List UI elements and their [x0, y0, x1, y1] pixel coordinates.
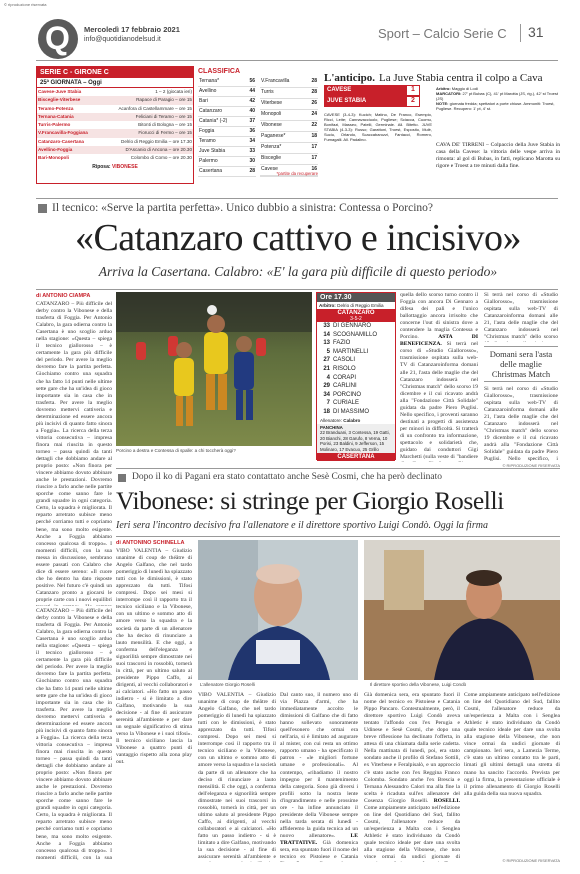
- result-match: Cavese-Juve Stabia: [38, 89, 82, 94]
- anticipo-headline: La Juve Stabia centra il colpo a Cava: [379, 72, 543, 84]
- standings-row: [260, 98, 318, 109]
- standings-row: [198, 167, 256, 177]
- standings-team: Catania* (-2): [199, 118, 228, 124]
- rest-line: Riposa: VIBONESE: [92, 163, 138, 170]
- standings-points: 44: [249, 88, 255, 94]
- player-name: CARLINI: [333, 383, 357, 390]
- lineup-player: [320, 339, 392, 348]
- lineup-player: [320, 408, 392, 417]
- results-box: [36, 66, 194, 184]
- player-number: 33: [323, 323, 330, 329]
- lineup-player: [320, 374, 392, 383]
- match-referee: Arbitro: Delrio di Reggio Emilia: [319, 303, 384, 308]
- team2-score: 2: [406, 96, 420, 107]
- article1-kicker: Il tecnico: «Serve la partita perfetta». Unico dubbio a sinistra: Contessa o Porcino?: [52, 202, 433, 214]
- divider-2: [116, 468, 560, 469]
- result-row: [37, 129, 193, 137]
- standings-points: 17: [311, 155, 317, 162]
- result-match: Teramo-Potenza: [38, 105, 74, 111]
- standings-right: [260, 77, 318, 177]
- result-info: Rapace di Paragio – ore 15: [136, 97, 192, 103]
- lineup-player: [320, 391, 392, 400]
- result-match: Ternana-Catania: [38, 113, 74, 119]
- page-number: 31: [528, 24, 544, 40]
- player-number: 4: [326, 374, 330, 381]
- standings-row: [198, 147, 256, 157]
- article2-copyright: © RIPRODUZIONE RISERVATA: [502, 858, 560, 863]
- standings-team: Foggia: [199, 128, 215, 134]
- results-table: [37, 88, 193, 163]
- article2-byline: di ANTONINO SCHINELLA: [116, 540, 185, 546]
- copyright-note: © riproduzione riservata: [4, 2, 47, 7]
- logo-circle: [38, 19, 78, 59]
- article1-copyright: © RIPRODUZIONE RISERVATA: [502, 463, 560, 468]
- lineup-player: [320, 365, 392, 374]
- standings-team: Paganese*: [261, 133, 286, 140]
- result-match: Catanzaro-Casertana: [38, 138, 84, 144]
- lineup-player: [320, 322, 392, 331]
- team1-name: CAVESE: [327, 87, 352, 93]
- player-number: 13: [323, 340, 330, 347]
- result-info: Colombo di Como – ore 20.30: [130, 155, 192, 161]
- kicker2-square-icon: [118, 474, 126, 482]
- team2-label: CASERTANA: [317, 453, 395, 461]
- result-match: Avellino-Foggia: [38, 147, 73, 153]
- standings-team: Ternana*: [199, 78, 220, 84]
- roselli-caption: L'allenatore Giorgio Roselli: [200, 682, 255, 687]
- standings-team: Cavese: [261, 166, 278, 173]
- player-name: SCOGNAMILLO: [333, 331, 378, 338]
- player-name: PORCINO: [333, 391, 362, 398]
- standings-row: [260, 120, 318, 131]
- result-match: Bisceglie-Viterbese: [38, 97, 81, 103]
- standings-team: Bari: [199, 98, 208, 104]
- results-header: SERIE C - GIRONE C: [37, 67, 193, 78]
- lineup-player: [320, 382, 392, 391]
- article2-headline: Vibonese: si stringe per Giorgio Roselli: [116, 486, 504, 515]
- player-number: 21: [323, 365, 330, 372]
- player-name: DI GENNARO: [333, 323, 372, 329]
- kicker-square-icon: [38, 204, 47, 213]
- condo-caption: Il direttore sportivo della Vibonese, Luigi Condò: [370, 682, 467, 687]
- result-row: [37, 138, 193, 146]
- player-name: CORAPI: [333, 374, 357, 381]
- standings-row: [260, 153, 318, 164]
- team2-name: JUVE STABIA: [327, 98, 367, 104]
- player-name: CURIALE: [333, 400, 360, 407]
- result-info: Bitonti di Bologna – ore 15: [138, 122, 192, 128]
- article2-subhead: Ieri sera l'incontro decisivo fra l'allenatore e il direttore sportivo Luigi Condò. Oggi la firma: [116, 520, 488, 531]
- result-match: Turris-Palermo: [38, 122, 71, 128]
- standings-team: Palermo: [199, 158, 218, 164]
- roselli-photo: [198, 540, 358, 680]
- result-row: [37, 105, 193, 113]
- article1-byline: di ANTONIO CIAMPA: [36, 293, 91, 299]
- bench: PANCHINA 22 Branduani, 3 Contessa, 19 Gatti, 20 Bianchi, 28 Garufo, 8 Verna, 10 Porisi, 23 Baldini, 9 Jefferson, 15 Molinaro, 17 Evacuo, 25 Grillo: [317, 424, 395, 454]
- standings-row: [198, 157, 256, 167]
- player-number: 29: [323, 383, 330, 390]
- email: info@quotidianodelsud.it: [84, 36, 161, 43]
- result-row: [37, 121, 193, 129]
- standings-team: Juve Stabia: [199, 148, 226, 154]
- player-name: RISOLO: [333, 365, 356, 372]
- standings-row: [198, 107, 256, 117]
- article1-headline: «Catanzaro cattivo e incisivo»: [74, 217, 522, 259]
- divider-2b: [116, 536, 560, 537]
- article1-photo: [116, 292, 312, 446]
- standings-points: 22: [311, 122, 317, 129]
- standings-team: V.Francavilla: [261, 78, 290, 85]
- article2-text-col5: Come ampiamente anticipato nell'edizione on line del Quotidiano del Sud, fallito Cosmi, l'allenatore reduce da un'esperienza a Malta con i Senglea Athletic è stato individuato da Condò quale tecnico ideale per dare una svolta alla stagione della Vibonese, che non vince ormai da undici giornate di campionato. Ieri sera, a Lamezia Terme, c'è stato un ultimo contatto tra le parti, limati gli ultimi dettagli una stretta di mano ha sancito l'accordo. Prevista per oggi la firma, la presentazione ufficiale è il primo allenamento di Giorgio Roselli alla guida della sua nuova squadra.: [464, 692, 560, 797]
- divider-1: [36, 198, 558, 199]
- soccer-photo-image: [116, 292, 312, 446]
- standings-team: Vibonese: [261, 122, 282, 129]
- standings-header: CLASSIFICA: [198, 68, 240, 75]
- player-number: 7: [326, 400, 330, 407]
- anticipo-kicker: L'anticipo.: [324, 72, 376, 84]
- article1-mid-text: quella dello scorso turno contro il Foggia con ancora Di Gennaro a difesa dei pali e l'unico ballottaggio ancora irrisolto che concerne l'out di sinistra dove a contendere la maglia Contessa e Porcino. ASTA DI BENEFICENZA. Si terrà nel corso di «Studio Giallorosso», trasmissione ospitata sulla web-TV di Catanzaroinforma domani alle 21, l'asta delle maglie che del Catanzaro indosserà nel "Christmas match" dello scorso 19 dicembre e il cui ricavato andrà alla "Fondazione Città Solidale" guidata da padre Piero Puglisi. Nello specifico, i proventi saranno destinati a progetti di assistenza per minori in difficoltà. Si tratterà di un confronto tra informazione, spettacolo e solidarietà che, guidato dai conduttori Gigi Marchetti (sulla veste di "bandiere: [400, 292, 478, 461]
- player-name: DI MASSIMO: [333, 408, 370, 415]
- standings-team: Avellino: [199, 88, 217, 94]
- standings-team: Casertana: [199, 168, 223, 174]
- standings-team: Teramo: [199, 138, 216, 144]
- date: Mercoledì 17 febbraio 2021: [84, 25, 180, 34]
- result-row: [37, 146, 193, 154]
- lineup-player: [320, 348, 392, 357]
- article1-subhead: Arriva la Casertana. Calabro: «E' la gara più difficile di questo periodo»: [98, 264, 498, 279]
- coach1: Allenatore: Calabro: [320, 417, 361, 423]
- condo-photo: [364, 540, 560, 680]
- standings-box: [198, 66, 318, 184]
- standings-row: [260, 142, 318, 153]
- team1-label: CATANZARO: [317, 309, 395, 316]
- player-name: MARTINELLI: [333, 348, 369, 355]
- pullquote: Domani sera l'asta delle maglie Christmas Match: [484, 346, 558, 382]
- article1-right-text: Si terrà nel corso di «Studio Giallorosso», trasmissione ospitata sulla web-TV di Catanzaroinforma domani alle 21, l'asta delle maglie che del Catanzaro indosserà nel "Christmas match" dello scorso 19 dicembre e il cui ricavato andrà alla "Fondazione Città Solidale" guidata da padre Piero Puglisi. Nello specifico, i: [484, 386, 558, 463]
- player-number: 34: [323, 391, 330, 398]
- result-info: Fiorucci di Fermo – ore 15: [138, 130, 192, 136]
- player-number: 18: [323, 408, 330, 415]
- page-divider: [520, 24, 521, 42]
- standings-row: [198, 117, 256, 127]
- result-match: Bari-Monopoli: [38, 155, 69, 161]
- logo-icon: Q: [45, 20, 70, 56]
- result-info: 1 – 2 (giocata ieri): [155, 89, 192, 94]
- player-name: FAZIO: [333, 340, 351, 347]
- standings-row: [198, 87, 256, 97]
- standings-points: 28: [311, 78, 317, 85]
- result-row: [37, 88, 193, 96]
- standings-team: Viterbese: [261, 100, 283, 107]
- team1-module: 3-5-2: [317, 316, 395, 322]
- article2-text-col2: VIBO VALENTIA – Giudizio unanime di coup de théâtre di Angelo Galfano, che nel tardo pomeriggio di lunedì ha spiazzato tutti con le dimissioni, è stato apprezzato da tutti. Tifosi compresi. Dopo sei mesi si interrompe così il rapporto tra il tecnico siciliano e la Vibonese, con un ultimo e sommo atto di amore verso la squadra e la società da parte di un allenatore che ha deciso di rinunciare a lauto mensilità. E che oggi, a conferma dell'eleganza e signorilità sempre dimostrate nei suoi trascorsi in rossoblù, tornerà in città, per un ultimo saluto al presidente Pippo Caffo, ai dirigenti, al vecchi collaboratori e ai calciatori. «Ho fatto un passo indietro - si è limitato a dire Galfano, motivando la sua decisione - al fine di assicurare serenità all'ambiente e: [198, 692, 276, 861]
- anticipo-title: [324, 68, 560, 86]
- standings-points: 42: [249, 98, 255, 104]
- standings-row: [198, 77, 256, 87]
- standings-points: 34: [249, 138, 255, 144]
- standings-team: Monopoli: [261, 111, 282, 118]
- result-info: Feliciani di Teramo – ore 15: [135, 113, 192, 119]
- standings-row: [198, 137, 256, 147]
- section-title: Sport – Calcio Serie C: [378, 26, 507, 41]
- standings-points: 40: [249, 108, 255, 114]
- anticipo-body: CAVA DE' TIRRENI – Colpaccio della Juve Stabia in casa della Cavese: la vittoria delle vespe arriva in rimonta: al gol di Bubas, in fatti, replicano Marotta su rigore e Troest a tre minuti dalla fine.: [436, 142, 560, 169]
- article2-text-col4: Già domenica sera, era spuntato fuori il nome del tecnico ex Pistoiese e Catania Pippo Pancaro. Contestualmente, però, il direttore sportivo Luigi Condò aveva tentato l'affondo con l'ex Perugia e Udinese e Sesè Cosmi, che dopo una breve riflessione ha declinato l'offerta, in attesa di una chiamata dalla serie cadetta. Nella mattinata di lunedì, poi, era stato sondato anche il profilo di Stefano Sottili, ex Viterbese e Feralpisalò, e un approccio c'è stato anche con l'ex Reggina Franco Colomba. Sondato anche l'ex Brescia e Ternana Alessandro Calori ma alla fine la scelta è ricaduta sull'ex allenatore del Cosenza Giorgio Roselli. ROSELLI. Come ampiamente anticipato nell'edizione on line del Quotidiano del Sud, fallito Cosmi, l'allenatore reduce da un'esperienza a Malta con i Senglea Athletic è stato individuato da Condò quale tecnico ideale per dare una svolta alla stagione della Vibonese, che non vince ormai da undici giornate di: [364, 692, 460, 861]
- standings-row: [260, 77, 318, 87]
- standings-points: 33: [249, 148, 255, 154]
- article1-text-col1-cont: CATANZARO – Più difficile del derby contro la Vibonese e della trasferta di Foggia. Per Antonio Calabro, la gara odierna contro la Casertana è uno scoglio arduo nella stagione: «Questa – spiega il tecnico giallorosso – è certamente la gara più difficile del periodo. Per avere la meglio dovremo fare la partita perfetta. Giochiamo contro una squadra che ha fatto 14 punti nelle ultime sette gare che ha un'idea di gioco importante sia in casa che in trasferta. Per avere la meglio dovremo mettervi cattiveria e determinazione ed essere ancora più incisivi di quanto fatto sinora a Foggia». La ricerca della terza vittoria consecutiva – impresa finora mai riuscita in questo torneo – passa quindi da tanti dettagli che dobbiamo andare al proprio posto: «Non finora per vincere abbiamo dovuto abbinare anche le prestazioni. Dovremo riuscire a farlo anche nelle partite sporche come sanno fare le grandi squadre in ogni categoria. Certo, la squadra è migliorata. Il reparto arretrato subisce meno perché corriamo tutti e copriamo bene, ma sono molto esigente. Anche a Foggia abbiamo concesso qualcosa di troppo». I momenti difficili, con la sua: [36, 608, 112, 861]
- standings-row: [260, 131, 318, 142]
- player-number: 14: [323, 331, 330, 338]
- team1-score: 1: [406, 85, 420, 96]
- ball-icon: [207, 305, 217, 315]
- standings-row: [260, 87, 318, 98]
- result-row: [37, 154, 193, 162]
- result-match: V.Francavilla-Foggiana: [38, 130, 88, 136]
- result-row: [37, 96, 193, 104]
- masthead-rule: [36, 60, 558, 61]
- lineup-player: [320, 331, 392, 340]
- result-info: Acanfora di Castellammare – ore 15: [118, 105, 192, 111]
- standings-row: [198, 97, 256, 107]
- standings-team: Bisceglie: [261, 155, 282, 162]
- article2-text-col1: VIBO VALENTIA – Giudizio unanime di coup de théâtre di Angelo Galfano, che nel tardo pomeriggio di lunedì ha spiazzato tutti con le dimissioni, è stato apprezzato da tutti. Tifosi compresi. Dopo sei mesi si interrompe così il rapporto tra il tecnico siciliano e la Vibonese, con un ultimo e sommo atto di amore verso la squadra e la società da parte di un allenatore che ha deciso di rinunciare a lauto mensilità. E che oggi, a conferma dell'eleganza e signorilità sempre dimostrate nei suoi trascorsi in rossoblù, tornerà in città, per un ultimo saluto al presidente Pippo Caffo, ai dirigenti, al vecchi collaboratori e ai calciatori. «Ho fatto un passo indietro - si è limitato a dire Galfano, motivando la sua decisione - al fine di assicurare serenità all'ambiente e per dare un segnale significativo di stima verso la Vibonese e i suoi tifosi». Il tecnico siciliano lascia la Vibonese a quattro punti di vantaggio rispetto alla zona play out.: [116, 548, 192, 766]
- standings-points: 26: [311, 100, 317, 107]
- article2-kicker: Dopo il ko di Pagani era stato contattato anche Sesè Cosmi, che ha però declinato: [132, 472, 442, 482]
- player-number: 5: [326, 348, 330, 355]
- player-number: 27: [323, 357, 330, 364]
- article2-text-col3: Dal canto suo, il numero uno di via Piazza d'armi, che ha immediatamente accolto le dimissioni di Galfano che di fatto hanno sollevato sonoramente quell'esonero che ormai era nell'aria, si è limitato ad augurare al mister, con cui resta un ottimo rapporto umano - ha specificato il patron - «le migliori fortune umane e professionali». Al contempo, «ribadiamo il nostro impegno per il mantenimento della categoria. Sono già diversi i profili sotto la nostra lente d'ingrandimento e nelle prossime ore - ha infine annunciato il presidente della Vibonese sempre nella tarda serata di lunedì - affideremo la guida tecnica ad un nuovo allenatore». LE TRATTATIVE. Già domenica sera, era spuntato fuori il nome del tecnico ex Pistoiese e Catania: [280, 692, 358, 861]
- result-info: Delrio di Reggio Emilia – ore 17.30: [121, 138, 192, 144]
- standings-points: 18: [311, 133, 317, 140]
- lineup-list: [317, 322, 395, 417]
- standings-points: 56: [249, 78, 255, 84]
- anticipo-lineups: CAVESE (3-4-3): Kucich; Matino, De Franco, Esempio, Ricci, Leite; Cannavacciuolo, Pugliese; Sciacca, Cuomu, Bonifazi, Masseo, Patelli, Germinale. All. Bitetto. JUVE STABIA (4-3-3): Russo; Garattoni, Troest, Esposito, Mulè, Suciu, Orlando, Scaccabarozzi, Fantacci, Romero, Fumagalli. All. Padalino.: [324, 112, 432, 142]
- standings-points: 24: [311, 111, 317, 118]
- lineup-box: [316, 292, 396, 460]
- result-row: [37, 113, 193, 121]
- standings-row: [260, 109, 318, 120]
- standings-team: Turris: [261, 89, 274, 96]
- roselli-image: [198, 540, 358, 680]
- standings-team: Catanzaro: [199, 108, 223, 114]
- lineup-player: [320, 356, 392, 365]
- article1-right-text-top: Si terrà nel corso di «Studio Giallorosso», trasmissione ospitata sulla web-TV di Catanzaroinforma domani alle 21, l'asta delle maglie che del Catanzaro indosserà nel "Christmas match" dello scorso: [484, 292, 558, 341]
- anticipo-details: Arbitro: Maggio di Lodi MARCATORI: 27' pt Bubas (C), 41' pt Marotta (JS, rig.), 42' st Troest (JS) NOTE: giornata fredda; spettatori a porte chiuse. Ammoniti: Troest, Pugliese. Recupero: 1' pt, 4' st.: [436, 86, 558, 111]
- article1-text-col1: CATANZARO – Più difficile del derby contro la Vibonese e della trasferta di Foggia. Per Antonio Calabro, la gara odierna contro la Casertana è uno scoglio arduo nella stagione: «Questa – spiega il tecnico giallorosso – è certamente la gara più difficile del periodo. Per avere la meglio dovremo fare la partita perfetta. Giochiamo contro una squadra che ha fatto 14 punti nelle ultime sette gare che ha un'idea di gioco importante sia in casa che in trasferta. Per avere la meglio dovremo mettervi cattiveria e determinazione ed essere ancora più incisivi di quanto fatto sinora a Foggia». La ricerca della terza vittoria consecutiva – impresa finora mai riuscita in questo torneo – passa quindi da tanti dettagli che dobbiamo andare al proprio posto: «Non finora per vincere abbiamo dovuto abbinare anche le prestazioni. Dovremo riuscire a farlo anche nelle partite sporche come sanno fare le grandi squadre in ogni categoria. Certo, la squadra è migliorata. Il reparto arretrato subisce meno perché corriamo tutti e copriamo bene, ma sono molto esigente. Anche a Foggia abbiamo concesso qualcosa di troppo». I momenti difficili, con la sua messa in discussione, sembrano essere passati con Calabro che dice di essere sereno: «Il cuore che ho dentro ha dato risposte positive. Nel futuro c'è quindi un Catanzaro pronto a giocarsi le proprie carte con i nuovi equilibri: [36, 301, 112, 603]
- result-info: D'Ascanio di Ancona – ore 20.30: [125, 147, 192, 153]
- standings-points: 28: [311, 89, 317, 96]
- article1-photo-caption: Porcino a destra e Contessa di spalle: a chi toccherà oggi?: [116, 448, 236, 453]
- condo-image: [364, 540, 560, 680]
- player-name: CASOLI: [333, 357, 356, 364]
- anticipo-scorebox: [324, 85, 420, 107]
- lineup-player: [320, 399, 392, 408]
- standings-note: *partite da recuperare: [276, 171, 318, 176]
- divider-1b: [36, 289, 558, 290]
- standings-team: Potenza*: [261, 144, 282, 151]
- match-time: Ore 17.30: [317, 293, 395, 302]
- standings-row: [198, 127, 256, 137]
- standings-points: 28: [249, 168, 255, 174]
- standings-points: 37: [249, 118, 255, 124]
- standings-points: 16: [311, 166, 317, 173]
- standings-points: 36: [249, 128, 255, 134]
- standings-points: 17: [311, 144, 317, 151]
- standings-points: 30: [249, 158, 255, 164]
- standings-left: [198, 77, 256, 177]
- round-title: 25ª GIORNATA – Oggi: [37, 78, 193, 88]
